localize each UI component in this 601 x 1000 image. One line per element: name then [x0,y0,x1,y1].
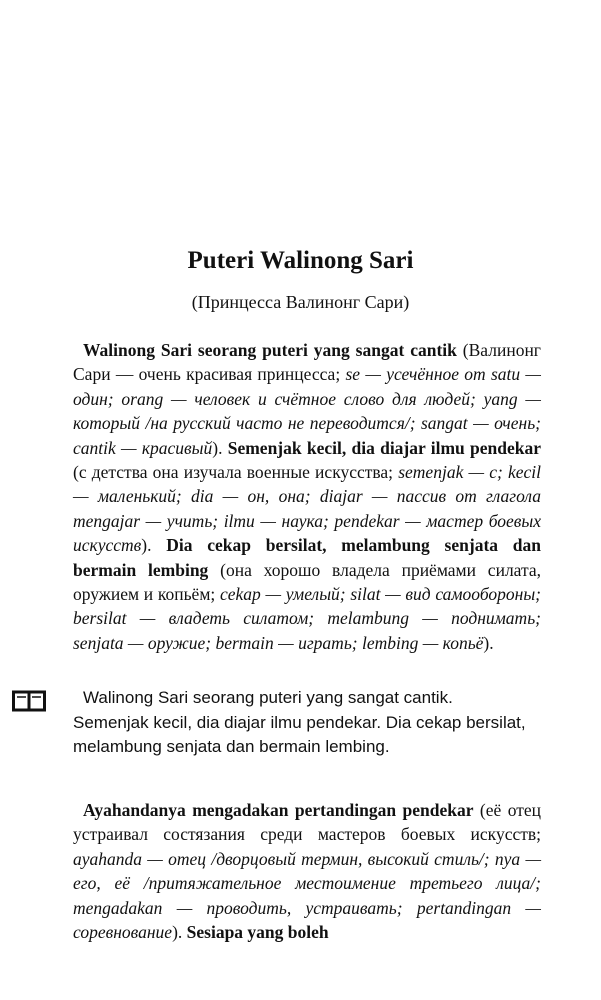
chapter-subtitle: (Принцесса Валинонг Сари) [191,292,410,312]
gloss-text: cekap — умелый; silat — вид самообороны; bersilat — владеть силатом; melambung — поднимать; senjata — оружие; bermain — играть; lembing — копьё [73,584,541,653]
summary-line: Semenjak kecil, dia diajar ilmu pendekar. Dia cekap bersilat, [73,712,526,732]
translation-text: ). [141,535,167,556]
translation-text: (её отец устраивал состязания среди мастеров боевых искусств; [73,800,541,845]
malay-phrase: Ayahandanya mengadakan pertandingan pendekar [83,800,474,820]
translation-text: (она хорошо владела приёмами силата, оружием и копьём; [73,559,541,605]
summary-text [73,686,553,760]
malay-phrase: Walinong Sari seorang puteri yang sangat cantik [83,340,457,360]
chapter-title: Puteri Walinong Sari [187,247,414,274]
gloss-text: semenjak — с; kecil — маленький; dia — он, она; diajar — пассив от глагола mengajar — учить; ilmu — наука; pendekar — мастер боевых искусств [73,462,542,556]
malay-phrase: Dia cekap bersilat, melambung senjata dan bermain lembing [73,535,542,580]
summary-line: melambung senjata dan bermain lembing. [73,737,390,756]
translation-text: ). [172,922,187,943]
translation-text: ). [212,437,228,458]
translation-text: (с детства она изучала военные искусства; [73,462,399,483]
translation-text: (Валинонг Сари — очень красивая принцесса; [73,340,541,385]
paragraph-2 [73,798,541,944]
malay-phrase: Semenjak kecil, dia diajar ilmu pendekar [227,437,541,458]
paragraph-1 [73,338,541,655]
translation-text: ). [483,632,494,653]
malay-phrase: Sesiapa yang boleh [186,922,329,943]
gloss-text: se — усечённое от satu — один; orang — человек и счётное слово для людей; yang — который /на русский часто не переводится/; sangat — очень; cantik — красивый [73,364,541,458]
summary-line: Walinong Sari seorang puteri yang sangat cantik. [83,688,453,707]
gloss-text: ayahanda — отец /дворцовый термин, высокий стиль/; nya — его, её /притяжательное местоимение третьего лица/; mengadakan — проводить, устраивать; pertandingan — соревнование [73,848,541,943]
book-icon [12,690,46,712]
